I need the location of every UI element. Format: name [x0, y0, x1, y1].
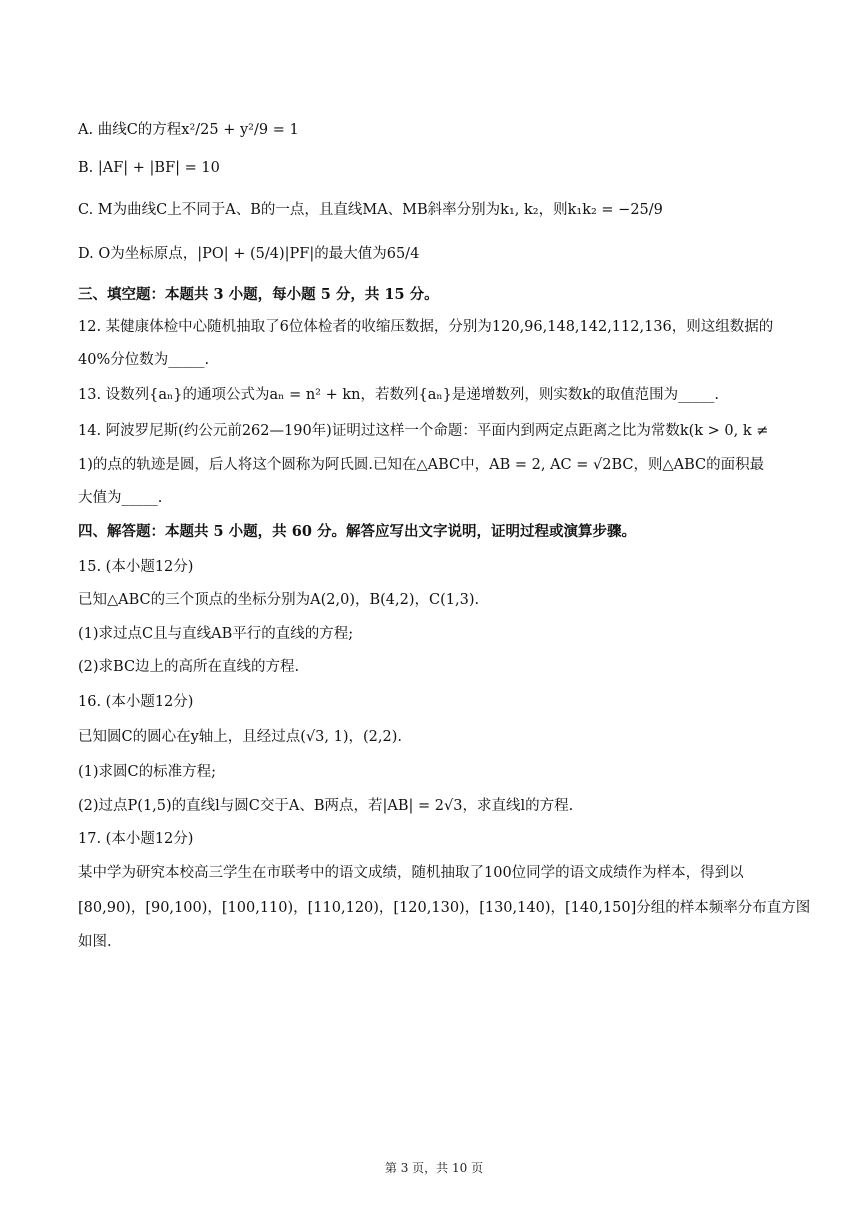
- option-d: D. O为坐标原点，|PO| + (5/4)|PF|的最大值为65/4: [78, 246, 420, 262]
- q12-line-1: 12. 某健康体检中心随机抽取了6位体检者的收缩压数据，分别为120,96,148,142,112,136，则这组数据的: [78, 319, 774, 335]
- q15-part-2: (2)求BC边上的高所在直线的方程.: [78, 659, 300, 675]
- q14-line-2: 1)的点的轨迹是圆，后人将这个圆称为阿氏圆.已知在△ABC中，AB = 2, AC = √2BC，则△ABC的面积最: [78, 457, 765, 473]
- q15-title: 15. (本小题12分): [78, 559, 194, 575]
- option-b: B. |AF| + |BF| = 10: [78, 160, 220, 176]
- q16-title: 16. (本小题12分): [78, 694, 194, 710]
- q17-title: 17. (本小题12分): [78, 831, 194, 847]
- q15-part-1: (1)求过点C且与直线AB平行的直线的方程;: [78, 626, 354, 642]
- section-4-heading: 四、解答题：本题共 5 小题，共 60 分。解答应写出文字说明，证明过程或演算步骤。: [78, 523, 636, 540]
- q17-line-3: 如图.: [78, 934, 112, 950]
- q17-line-2: [80,90)，[90,100)，[100,110)，[110,120)，[120,130)，[130,140)，[140,150]分组的样本频率分布直方图: [78, 900, 811, 916]
- q13-line-1: 13. 设数列{aₙ}的通项公式为aₙ = n² + kn，若数列{aₙ}是递增数列，则实数k的取值范围为_____.: [78, 387, 719, 403]
- q17-line-1: 某中学为研究本校高三学生在市联考中的语文成绩，随机抽取了100位同学的语文成绩作为样本，得到以: [78, 865, 744, 881]
- q12-line-2: 40%分位数为_____.: [78, 352, 210, 368]
- option-a: A. 曲线C的方程x²/25 + y²/9 = 1: [78, 122, 299, 138]
- section-3-heading: 三、填空题：本题共 3 小题，每小题 5 分，共 15 分。: [78, 286, 439, 303]
- q16-part-2: (2)过点P(1,5)的直线l与圆C交于A、B两点，若|AB| = 2√3，求直线l的方程.: [78, 798, 574, 814]
- q15-stem: 已知△ABC的三个顶点的坐标分别为A(2,0)，B(4,2)，C(1,3).: [78, 592, 480, 608]
- q14-line-3: 大值为_____.: [78, 490, 163, 506]
- page-footer: 第 3 页，共 10 页: [384, 1161, 484, 1175]
- q16-stem: 已知圆C的圆心在y轴上，且经过点(√3, 1)，(2,2).: [78, 729, 402, 745]
- option-c: C. M为曲线C上不同于A、B的一点，且直线MA、MB斜率分别为k₁, k₂，则k₁k₂ = −25/9: [78, 202, 663, 218]
- q14-line-1: 14. 阿波罗尼斯(约公元前262—190年)证明过这样一个命题：平面内到两定点距离之比为常数k(k > 0, k ≠: [78, 423, 769, 439]
- q16-part-1: (1)求圆C的标准方程;: [78, 764, 217, 780]
